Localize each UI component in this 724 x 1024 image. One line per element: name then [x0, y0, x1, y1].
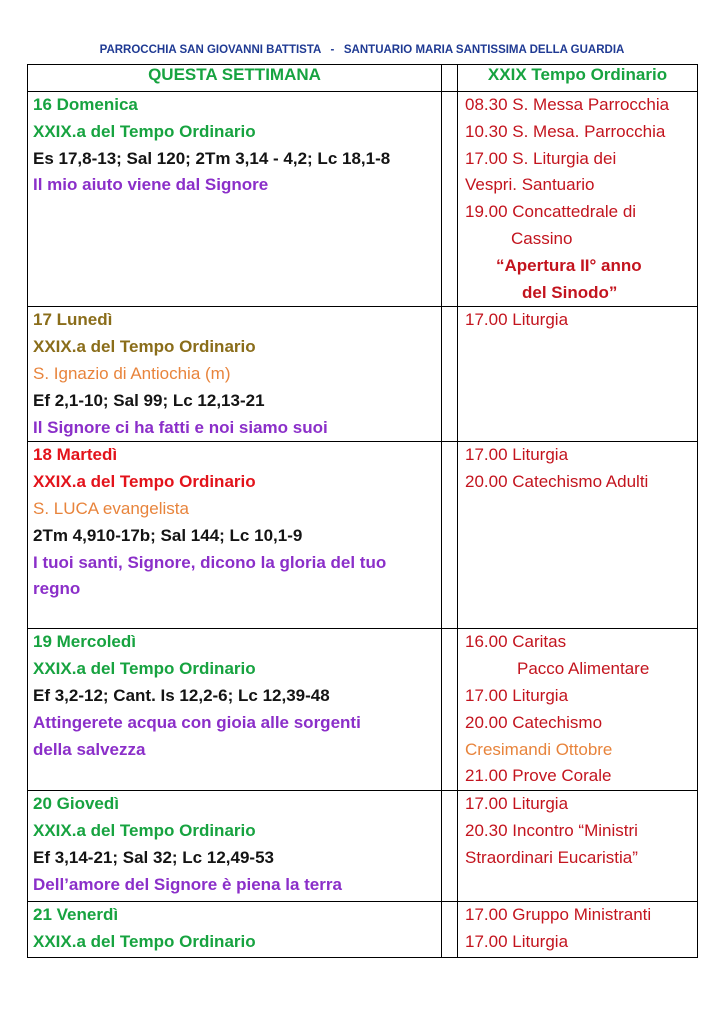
- event-item: 19.00 Concattedrale di: [465, 202, 637, 222]
- event-item: 17.00 Liturgia: [465, 685, 569, 705]
- event-item: 17.00 Liturgia: [465, 445, 569, 465]
- event-item: 16.00 Caritas: [465, 632, 567, 652]
- spacer-cell: [442, 902, 458, 958]
- day-title: 18 Martedì: [33, 445, 118, 465]
- event-item: 17.00 S. Liturgia dei: [465, 148, 617, 168]
- events-cell: [458, 791, 698, 902]
- psalm-response: della salvezza: [33, 739, 146, 759]
- day-info-cell: [28, 307, 442, 442]
- liturgical-period: XXIX.a del Tempo Ordinario: [33, 820, 256, 840]
- day-title: 19 Mercoledì: [33, 632, 136, 652]
- day-info-cell: [28, 791, 442, 902]
- event-item: 20.00 Catechismo: [465, 712, 603, 732]
- liturgical-period: XXIX.a del Tempo Ordinario: [33, 659, 256, 679]
- table-row: [28, 442, 698, 629]
- event-item: 17.00 Liturgia: [465, 310, 569, 330]
- readings: 2Tm 4,910-17b; Sal 144; Lc 10,1-9: [33, 525, 303, 545]
- day-title: 16 Domenica: [33, 95, 138, 114]
- events-cell: [458, 902, 698, 958]
- table-row: [28, 791, 698, 902]
- events-cell: [458, 307, 698, 442]
- events-cell: [458, 442, 698, 629]
- psalm-response: I tuoi santi, Signore, dicono la gloria del tuo: [33, 552, 387, 572]
- psalm-response: Attingerete acqua con gioia alle sorgenti: [33, 712, 361, 732]
- liturgical-period: XXIX.a del Tempo Ordinario: [33, 931, 256, 951]
- column-spacer: [442, 65, 458, 92]
- event-item: Cassino: [511, 228, 573, 248]
- table-header-row: [28, 65, 698, 92]
- day-title: 17 Lunedì: [33, 310, 113, 330]
- spacer-cell: [442, 791, 458, 902]
- event-item: 21.00 Prove Corale: [465, 766, 612, 786]
- saint-of-day: S. Ignazio di Antiochia (m): [33, 363, 231, 383]
- event-item: 20.30 Incontro “Ministri: [465, 820, 638, 840]
- day-title: 20 Giovedì: [33, 794, 119, 814]
- event-highlight: del Sinodo”: [522, 282, 618, 302]
- table-row: [28, 307, 698, 442]
- saint-of-day: S. LUCA evangelista: [33, 498, 189, 518]
- event-item: Pacco Alimentare: [517, 659, 650, 679]
- liturgical-period: XXIX.a del Tempo Ordinario: [33, 472, 256, 492]
- liturgical-period: XXIX.a del Tempo Ordinario: [33, 121, 256, 141]
- readings: Es 17,8-13; Sal 120; 2Tm 3,14 - 4,2; Lc 18,1-8: [33, 148, 391, 168]
- spacer-cell: [442, 442, 458, 629]
- column-header-this-week: QUESTA SETTIMANA: [28, 65, 442, 92]
- weekly-schedule-table: [27, 64, 698, 958]
- event-item: 17.00 Gruppo Ministranti: [465, 905, 652, 925]
- event-item: 17.00 Liturgia: [465, 794, 569, 814]
- column-header-liturgical-time: XXIX Tempo Ordinario: [458, 65, 698, 92]
- psalm-response: Il Signore ci ha fatti e noi siamo suoi: [33, 417, 328, 437]
- psalm-response: Dell’amore del Signore è piena la terra: [33, 874, 342, 894]
- events-cell: [458, 92, 698, 307]
- day-info-cell: [28, 629, 442, 791]
- psalm-response: regno: [33, 579, 81, 599]
- liturgical-period: XXIX.a del Tempo Ordinario: [33, 337, 256, 357]
- event-highlight: “Apertura II° anno: [496, 255, 642, 275]
- spacer-cell: [442, 629, 458, 791]
- day-info-cell: [28, 92, 442, 307]
- spacer-cell: [442, 92, 458, 307]
- readings: Ef 3,14-21; Sal 32; Lc 12,49-53: [33, 847, 274, 867]
- day-info-cell: [28, 902, 442, 958]
- event-item: Straordinari Eucaristia”: [465, 847, 638, 867]
- event-item: 20.00 Catechismo Adulti: [465, 472, 649, 492]
- table-row: [28, 902, 698, 958]
- parish-header: PARROCCHIA SAN GIOVANNI BATTISTA - SANTUARIO MARIA SANTISSIMA DELLA GUARDIA: [99, 44, 625, 56]
- psalm-response: Il mio aiuto viene dal Signore: [33, 175, 269, 195]
- table-row: [28, 629, 698, 791]
- readings: Ef 3,2-12; Cant. Is 12,2-6; Lc 12,39-48: [33, 685, 330, 705]
- event-item: Cresimandi Ottobre: [465, 739, 613, 759]
- events-cell: [458, 629, 698, 791]
- day-title: 21 Venerdì: [33, 905, 119, 925]
- event-item: 10.30 S. Mesa. Parrocchia: [465, 121, 666, 141]
- event-item: Vespri. Santuario: [465, 175, 595, 195]
- day-info-cell: [28, 442, 442, 629]
- spacer-cell: [442, 307, 458, 442]
- event-item: 17.00 Liturgia: [465, 931, 569, 951]
- event-item: 08.30 S. Messa Parrocchia: [465, 95, 670, 114]
- readings: Ef 2,1-10; Sal 99; Lc 12,13-21: [33, 390, 265, 410]
- table-row: [28, 92, 698, 307]
